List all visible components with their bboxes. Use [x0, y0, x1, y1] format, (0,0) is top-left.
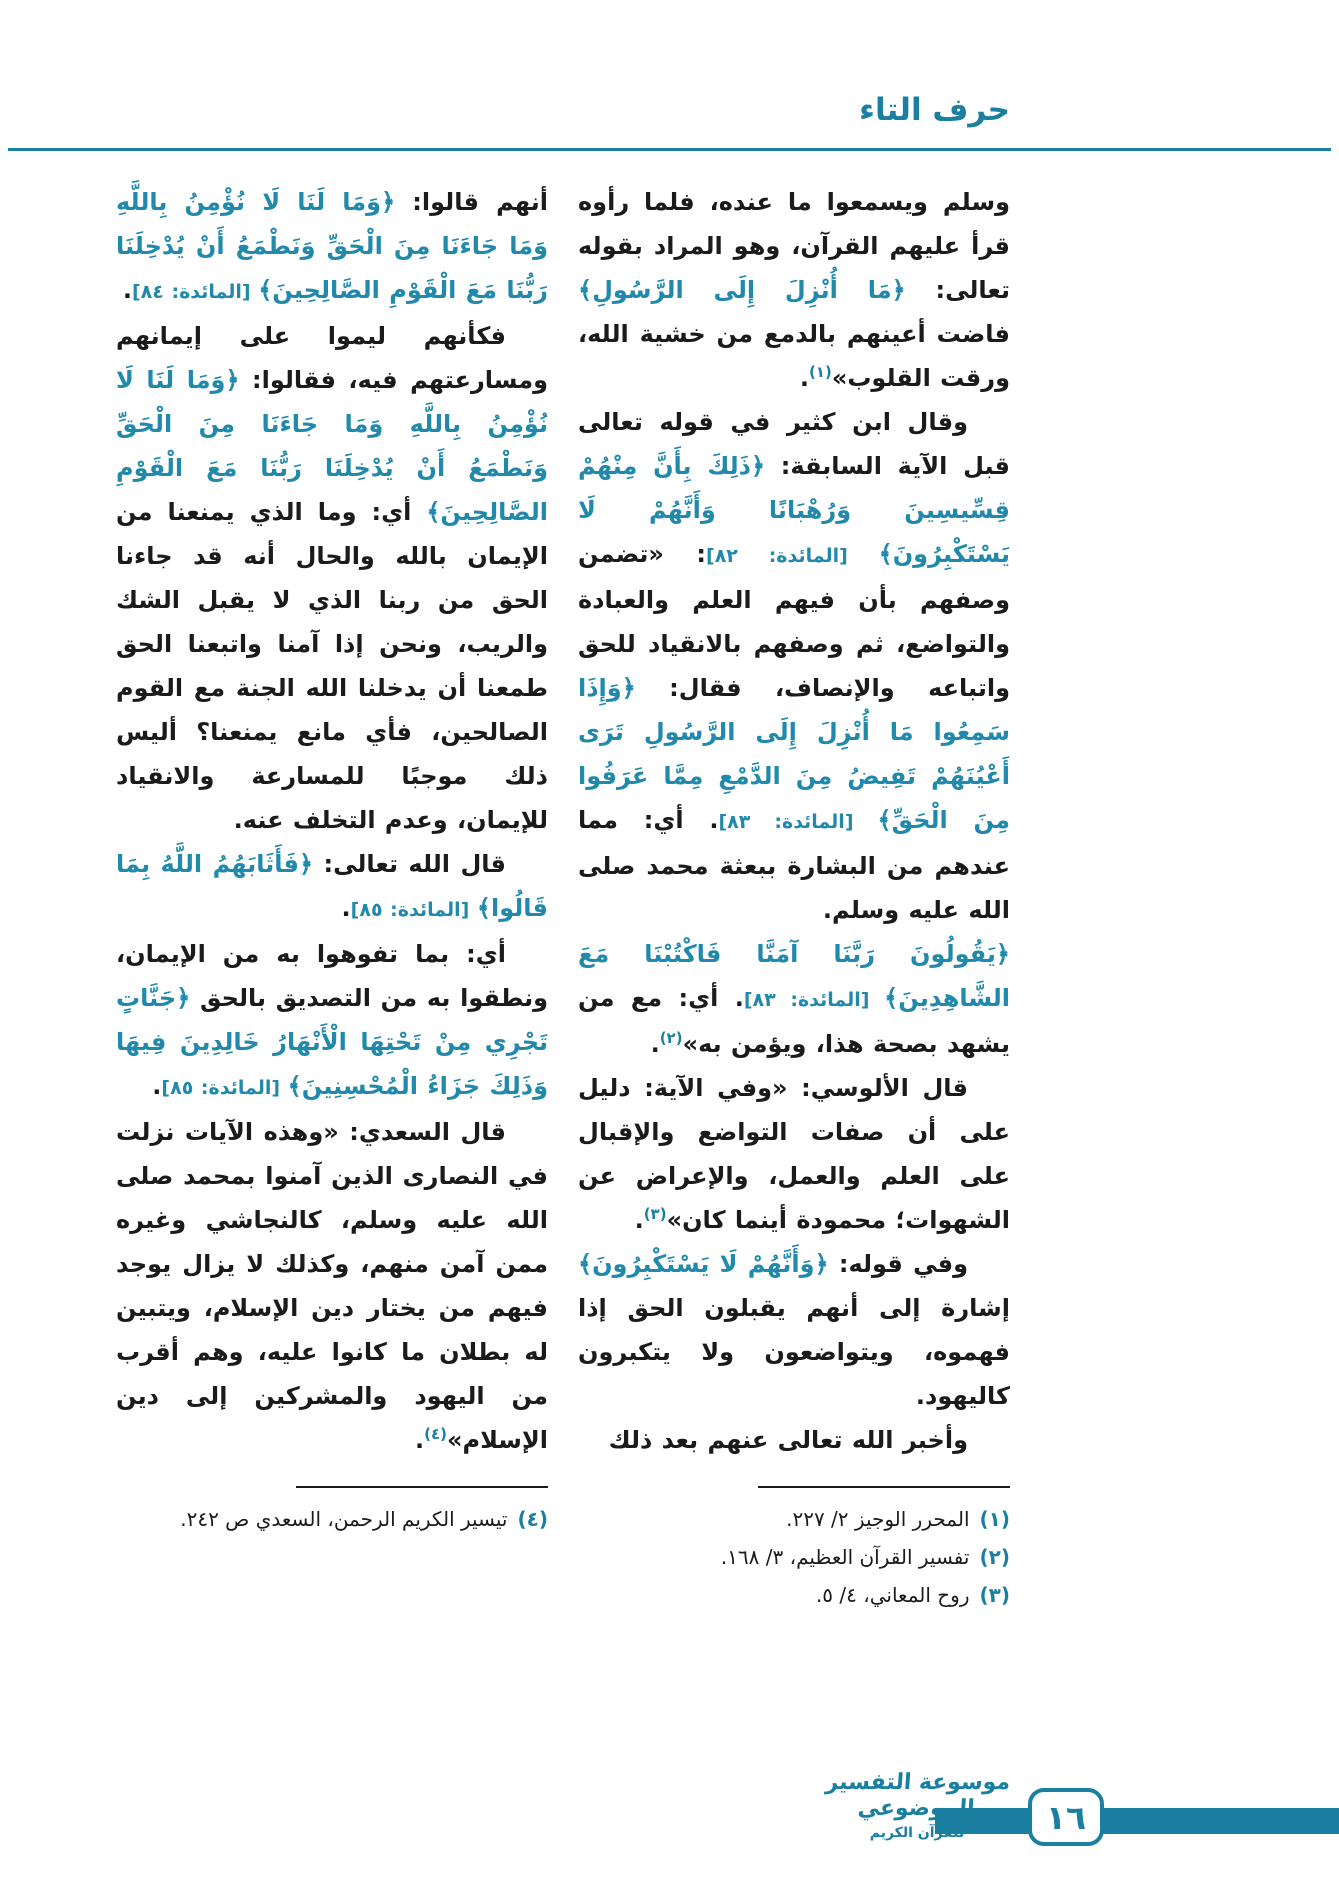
body-text: وفي قوله: [828, 1250, 968, 1278]
footnote-text: روح المعاني، ٤/ ٥. [815, 1583, 970, 1607]
footnote-text: تفسير القرآن العظيم، ٣/ ١٦٨. [720, 1545, 970, 1569]
quran-verse: ﴿فَأَثَابَهُمُ اللَّهُ بِمَا قَالُوا﴾ [116, 850, 548, 922]
body-text: قال الله تعالى: [313, 850, 506, 878]
paragraph [116, 842, 548, 932]
quran-verse: ﴿ذَلِكَ بِأَنَّ مِنْهُمْ قِسِّيسِينَ وَرُهْبَانًا وَأَنَّهُمْ لَا يَسْتَكْبِرُونَ﴾ [578, 452, 1011, 568]
footnote [578, 1540, 1010, 1574]
body-text: . [634, 1206, 644, 1234]
body-text: أنهم قالوا: [395, 188, 548, 216]
footnote-text: تيسير الكريم الرحمن، السعدي ص ٢٤٢. [180, 1507, 508, 1531]
footnote [116, 1502, 548, 1536]
footnote-separator [296, 1486, 548, 1488]
series-logo-subtitle: للقرآن الكريم [869, 1824, 965, 1841]
footnotes [578, 1502, 1010, 1612]
body-text: وقال ابن كثير في قوله تعالى قبل الآية السابقة: [578, 408, 1010, 480]
paragraph [578, 400, 1010, 932]
body-text: قال الألوسي: «وفي الآية: دليل على أن صفات التواضع والإقبال على العلم والعمل، والإعراض عن الشهوات؛ محمودة أينما كان» [578, 1074, 1010, 1234]
body-text: وسلم ويسمعوا ما عنده، فلما رأوه قرأ عليهم القرآن، وهو المراد بقوله تعالى: [578, 188, 1010, 304]
body-text: . [414, 1426, 425, 1454]
body-text: . [799, 364, 809, 392]
paragraph [116, 1110, 548, 1462]
footnote [578, 1578, 1010, 1612]
chapter-title: حرف التاء [859, 92, 1010, 128]
body-text: قال السعدي: «وهذه الآيات نزلت في النصارى الذين آمنوا بمحمد صلى الله عليه وسلم، كالنجاشي وغيره ممن آمن منهم، وكذلك لا يزال يوجد فيهم من يختار دين الإسلام، ويتبين له بطلان ما كانوا عليه، وهم أقرب من اليهود والمشركين إلى دين الإسلام» [116, 1118, 548, 1454]
footnote-text: المحرر الوجيز ٢/ ٢٢٧. [786, 1507, 970, 1531]
body-text: فاضت أعينهم بالدمع من خشية الله، ورقت القلوب» [578, 320, 1010, 392]
paragraph [116, 932, 548, 1110]
quran-verse: ﴿جَنَّاتٍ تَجْرِي مِنْ تَحْتِهَا الْأَنْهَارُ خَالِدِينَ فِيهَا وَذَلِكَ جَزَاءُ الْمُحْسِنِينَ﴾ [116, 984, 548, 1100]
series-logo [818, 1770, 1016, 1842]
page-content [115, 180, 1010, 1612]
quran-verse: ﴿وَمَا لَنَا لَا نُؤْمِنُ بِاللَّهِ وَمَا جَاءَنَا مِنَ الْحَقِّ وَنَطْمَعُ أَنْ يُدْخِلَنَا رَبُّنَا مَعَ الْقَوْمِ الصَّالِحِينَ﴾ [116, 366, 548, 526]
column-right [578, 180, 1010, 1612]
body-text: إشارة إلى أنهم يقبلون الحق إذا فهموه، ويتواضعون ولا يتكبرون كاليهود. [578, 1294, 1010, 1410]
footnotes [116, 1502, 548, 1536]
verse-reference: [المائدة: ٨٤] [131, 281, 259, 303]
quran-verse: ﴿مَا أُنْزِلَ إِلَى الرَّسُولِ﴾ [578, 276, 906, 304]
footnote [578, 1502, 1010, 1536]
body-text: . [122, 276, 132, 304]
footnote-marker: (٢) [659, 1029, 683, 1047]
paragraph [578, 1242, 1010, 1418]
body-text: : «تضمن وصفهم بأن فيهم العلم والعبادة والتواضع، ثم وصفهم بالانقياد للحق واتباعه والإنصاف، فقال: [578, 540, 1010, 702]
verse-reference: [المائدة: ٨٥] [161, 1077, 288, 1099]
body-text: . [341, 894, 351, 922]
paragraph [116, 180, 548, 314]
quran-verse: ﴿وَأَنَّهُمْ لَا يَسْتَكْبِرُونَ﴾ [578, 1250, 829, 1278]
paragraph [578, 932, 1010, 1066]
body-text: أي: بما تفوهوا به من الإيمان، ونطقوا به من التصديق بالحق [116, 940, 548, 1012]
footnote-number: (١) [979, 1507, 1010, 1531]
footnote-marker: (١) [808, 363, 832, 381]
body-text: وأخبر الله تعالى عنهم بعد ذلك [608, 1426, 968, 1454]
column-left [116, 180, 548, 1536]
body-text: أي: وما الذي يمنعنا من الإيمان بالله والحال أنه قد جاءنا الحق من ربنا الذي لا يقبل الشك والريب، ونحن إذا آمنا واتبعنا الحق طمعنا أن يدخلنا الله الجنة مع القوم الصالحين، فأي مانع يمنعنا؟ أليس ذلك موجبًا للمسارعة والانقياد للإيمان، وعدم التخلف عنه. [116, 498, 548, 834]
body-text: . [650, 1030, 660, 1058]
verse-reference: [المائدة: ٨٢] [706, 545, 879, 567]
footnote-separator [758, 1486, 1010, 1488]
body-text: . [152, 1072, 162, 1100]
paragraph [578, 180, 1010, 400]
body-text: . أي: مع من يشهد بصحة هذا، ويؤمن به» [578, 984, 1010, 1058]
body-text: . أي: مما عندهم من البشارة ببعثة محمد صلى الله عليه وسلم. [578, 806, 1010, 924]
verse-reference: [المائدة: ٨٣] [718, 811, 878, 833]
quran-verse: ﴿يَقُولُونَ رَبَّنَا آمَنَّا فَاكْتُبْنَا مَعَ الشَّاهِدِينَ﴾ [578, 940, 1011, 1012]
verse-reference: [المائدة: ٨٥] [350, 899, 477, 921]
footnote-number: (٢) [979, 1545, 1010, 1569]
quran-verse: ﴿وَإِذَا سَمِعُوا مَا أُنْزِلَ إِلَى الرَّسُولِ تَرَى أَعْيُنَهُمْ تَفِيضُ مِنَ الدَّمْعِ مِمَّا عَرَفُوا مِنَ الْحَقِّ﴾ [578, 674, 1011, 834]
verse-reference: [المائدة: ٨٣] [743, 989, 885, 1011]
paragraph [116, 314, 548, 842]
paragraph [578, 1418, 1010, 1462]
paragraph [578, 1066, 1010, 1242]
quran-verse: ﴿وَمَا لَنَا لَا نُؤْمِنُ بِاللَّهِ وَمَا جَاءَنَا مِنَ الْحَقِّ وَنَطْمَعُ أَنْ يُدْخِلَنَا رَبُّنَا مَعَ الْقَوْمِ الصَّالِحِينَ﴾ [116, 188, 548, 304]
footnote-number: (٣) [979, 1583, 1010, 1607]
series-logo-title: موسوعة التفسير الموضوعي [824, 1770, 1012, 1822]
page-number: ١٦ [1028, 1788, 1104, 1846]
header-rule [8, 148, 1331, 151]
footnote-marker: (٤) [424, 1425, 447, 1443]
footnote-marker: (٣) [643, 1205, 667, 1223]
footnote-number: (٤) [517, 1507, 548, 1531]
body-text: فكأنهم ليموا على إيمانهم ومسارعتهم فيه، فقالوا: [116, 322, 548, 394]
